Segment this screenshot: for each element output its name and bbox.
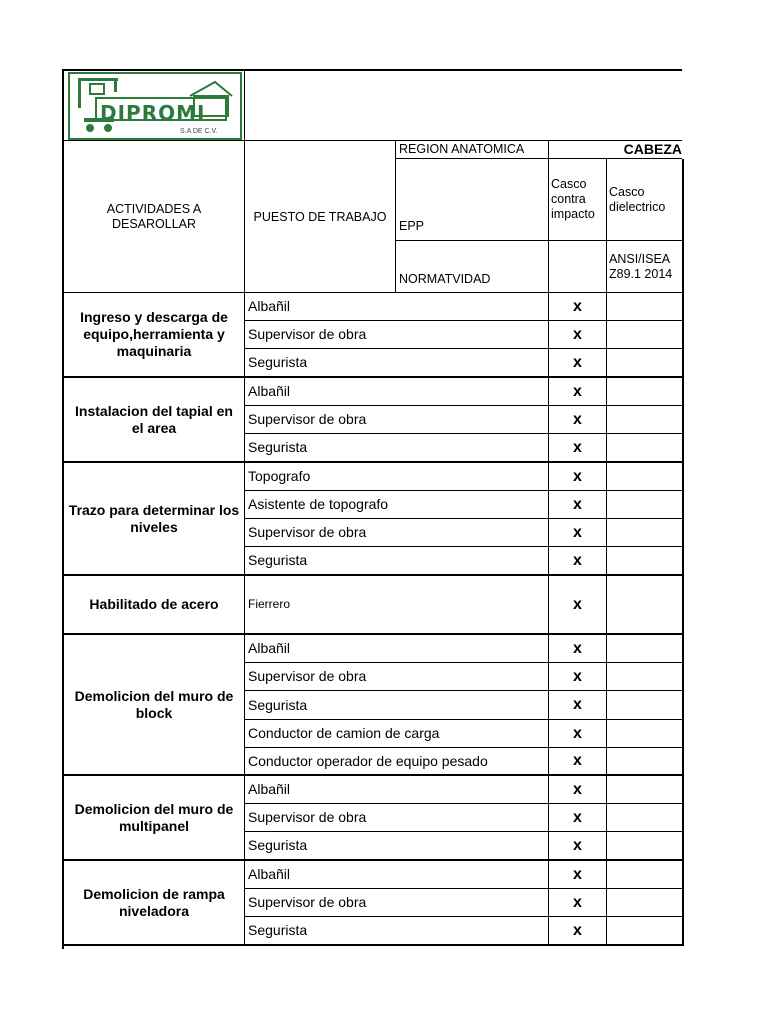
worker-cell: Supervisor de obra [245, 889, 549, 917]
casco-dielectrico-cell [607, 861, 684, 889]
header-bottom-line [64, 292, 684, 293]
casco-dielectrico-cell [607, 378, 684, 406]
casco-impacto-mark: x [549, 663, 607, 691]
casco-dielectrico-cell [607, 691, 684, 720]
casco-impacto-mark: x [549, 576, 607, 635]
casco-impacto-mark: x [549, 635, 607, 663]
casco-dielectrico-cell [607, 491, 684, 519]
epp-label-text: EPP [399, 219, 425, 233]
col-casco-impacto-header [549, 159, 607, 241]
logo-suffix-text: S.A DE C.V. [180, 128, 218, 135]
casco-impacto-mark: x [549, 917, 607, 946]
casco-dielectrico-cell [607, 576, 684, 635]
company-logo [68, 72, 242, 140]
casco-dielectrico-cell [607, 321, 684, 349]
logo-divider [244, 69, 245, 141]
casco-dielectrico-cell [607, 663, 684, 691]
col1-norm [549, 241, 607, 293]
casco-impacto-mark: x [549, 776, 607, 804]
activity-cell: Trazo para determinar los niveles [64, 463, 245, 576]
casco-dielectrico-cell [607, 776, 684, 804]
activities-header-text: ACTIVIDADES A DESAROLLAR [106, 202, 202, 231]
casco-impacto-mark: x [549, 691, 607, 720]
epp-label [396, 159, 549, 241]
casco-impacto-mark: x [549, 406, 607, 434]
worker-cell: Segurista [245, 349, 549, 378]
casco-dielectrico-cell [607, 804, 684, 832]
casco-impacto-mark: x [549, 832, 607, 861]
col2-norm-text: ANSI/ISEA Z89.1 2014 [609, 252, 673, 281]
worker-cell: Albañil [245, 776, 549, 804]
activity-cell: Demolicion del muro de block [64, 635, 245, 776]
worker-cell: Segurista [245, 547, 549, 576]
activity-cell: Ingreso y descarga de equipo,herramienta y maquinaria [64, 293, 245, 378]
casco-dielectrico-cell [607, 748, 684, 776]
casco-dielectrico-cell [607, 720, 684, 748]
worker-cell: Supervisor de obra [245, 321, 549, 349]
casco-impacto-mark: x [549, 349, 607, 378]
casco-impacto-mark: x [549, 293, 607, 321]
activity-cell: Demolicion del muro de multipanel [64, 776, 245, 861]
job-header [245, 141, 396, 293]
activity-cell: Demolicion de rampa niveladora [64, 861, 245, 946]
col2-norm [607, 241, 684, 293]
casco-impacto-mark: x [549, 491, 607, 519]
worker-cell: Supervisor de obra [245, 804, 549, 832]
worker-cell: Asistente de topografo [245, 491, 549, 519]
casco-dielectrico-cell [607, 349, 684, 378]
activity-cell: Habilitado de acero [64, 576, 245, 635]
worker-cell: Segurista [245, 832, 549, 861]
casco-impacto-mark: x [549, 519, 607, 547]
casco-dielectrico-cell [607, 434, 684, 463]
col1-header-text: Casco contra impacto [551, 177, 595, 221]
casco-impacto-mark: x [549, 748, 607, 776]
worker-cell: Segurista [245, 434, 549, 463]
worker-cell: Albañil [245, 861, 549, 889]
casco-impacto-mark: x [549, 547, 607, 576]
worker-cell: Supervisor de obra [245, 519, 549, 547]
worker-cell: Supervisor de obra [245, 663, 549, 691]
col-casco-dielectrico-header [607, 159, 684, 241]
casco-dielectrico-cell [607, 406, 684, 434]
casco-dielectrico-cell [607, 519, 684, 547]
norm-label-text: NORMATVIDAD [399, 272, 491, 286]
activity-cell: Instalacion del tapial en el area [64, 378, 245, 463]
casco-dielectrico-cell [607, 547, 684, 576]
sheet-top-border [62, 69, 682, 71]
worker-cell: Segurista [245, 917, 549, 946]
logo-brand-text: DIPROMI [100, 101, 206, 125]
worker-cell: Topografo [245, 463, 549, 491]
region-value-text: CABEZA [623, 141, 682, 158]
casco-dielectrico-cell [607, 463, 684, 491]
region-value [549, 141, 682, 159]
worker-cell: Albañil [245, 378, 549, 406]
casco-dielectrico-cell [607, 832, 684, 861]
worker-cell: Albañil [245, 635, 549, 663]
worker-cell: Albañil [245, 293, 549, 321]
norm-label [396, 241, 549, 293]
casco-impacto-mark: x [549, 861, 607, 889]
region-label-text: REGION ANATOMICA [399, 142, 525, 156]
region-label [396, 141, 549, 159]
casco-impacto-mark: x [549, 378, 607, 406]
casco-dielectrico-cell [607, 635, 684, 663]
worker-cell: Fierrero [245, 576, 549, 635]
casco-impacto-mark: x [549, 463, 607, 491]
casco-impacto-mark: x [549, 889, 607, 917]
col2-header-text: Casco dielectrico [609, 184, 666, 214]
casco-dielectrico-cell [607, 293, 684, 321]
worker-cell: Conductor de camion de carga [245, 720, 549, 748]
casco-impacto-mark: x [549, 321, 607, 349]
casco-dielectrico-cell [607, 917, 684, 946]
activities-header [64, 141, 245, 293]
job-header-text: PUESTO DE TRABAJO [253, 209, 387, 224]
worker-cell: Supervisor de obra [245, 406, 549, 434]
casco-dielectrico-cell [607, 889, 684, 917]
casco-impacto-mark: x [549, 804, 607, 832]
worker-cell: Conductor operador de equipo pesado [245, 748, 549, 776]
casco-impacto-mark: x [549, 720, 607, 748]
casco-impacto-mark: x [549, 434, 607, 463]
worker-cell: Segurista [245, 691, 549, 720]
